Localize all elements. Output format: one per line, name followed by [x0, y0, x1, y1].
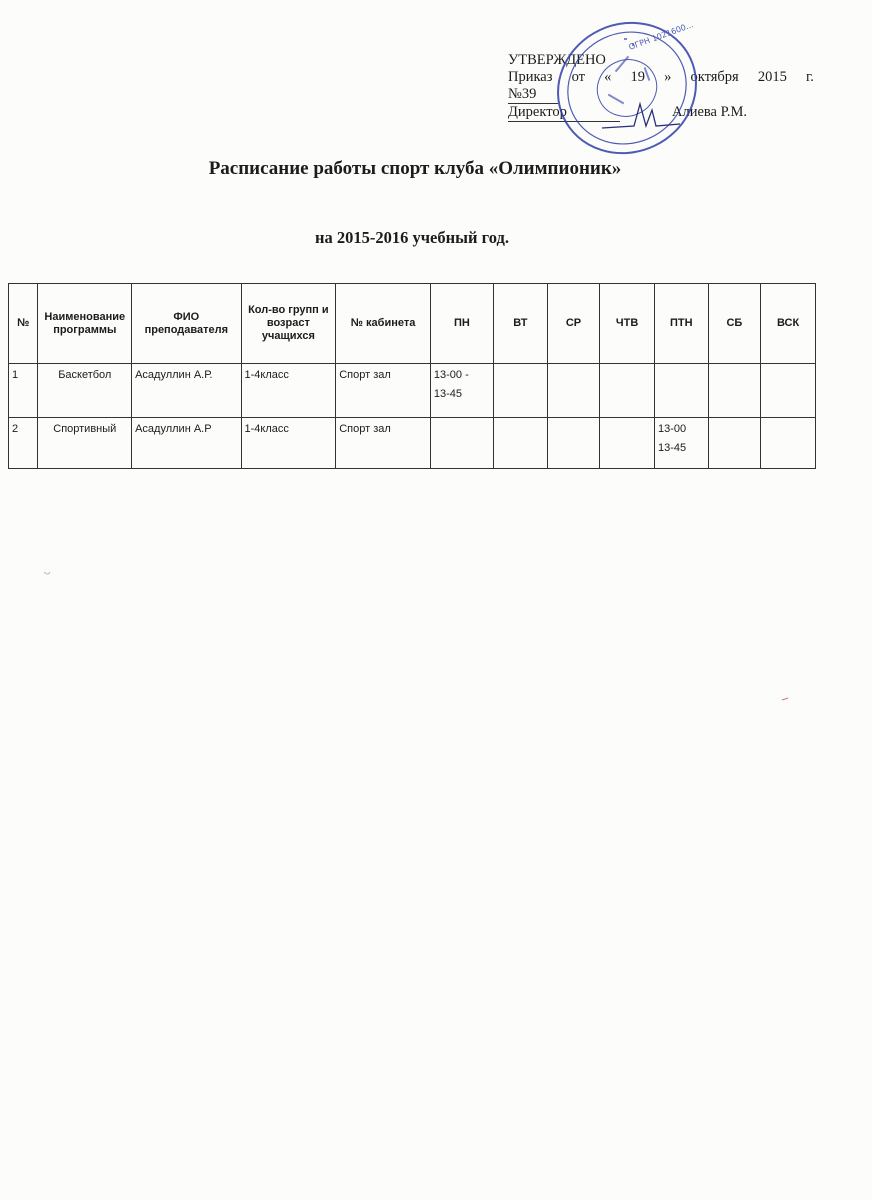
cell-fri-start: 13-00: [657, 423, 687, 435]
order-number: №39: [508, 86, 558, 104]
cell-room: Спорт зал: [336, 418, 431, 469]
cell-mon-end: 13-45: [433, 388, 463, 400]
cell-num: 2: [9, 418, 38, 469]
order-year: 2015: [757, 69, 787, 85]
cell-teacher: Асадуллин А.Р.: [132, 364, 241, 418]
cell-fri-end: 13-45: [657, 442, 687, 454]
order-year-suffix: г.: [805, 69, 814, 85]
header-groups: Кол-во групп и возраст учащихся: [241, 284, 336, 364]
order-day-open: «: [604, 69, 612, 85]
document-subtitle: на 2015-2016 учебный год.: [315, 228, 509, 247]
cell-program: Баскетбол: [38, 364, 132, 418]
cell-groups: 1-4класс: [241, 418, 336, 469]
header-wed: СР: [547, 284, 600, 364]
order-word: Приказ: [508, 69, 553, 85]
document-title: Расписание работы спорт клуба «Олимпионик»: [208, 158, 622, 179]
cell-mon-start: 13-00 -: [433, 369, 469, 381]
cell-room: Спорт зал: [336, 364, 431, 418]
header-room: № кабинета: [336, 284, 431, 364]
director-label: Директор: [508, 104, 620, 122]
header-fri: ПТН: [654, 284, 708, 364]
stamp-text: ОГРН 1021600...: [627, 20, 695, 52]
cell-groups: 1-4класс: [241, 364, 336, 418]
order-day: 19: [630, 69, 646, 85]
cell-num: 1: [9, 364, 38, 418]
header-sat: СБ: [708, 284, 761, 364]
order-day-close: »: [664, 69, 672, 85]
order-from: от: [571, 69, 586, 85]
cell-program: Спортивный: [38, 418, 132, 469]
header-tue: ВТ: [494, 284, 548, 364]
order-month: октября: [690, 69, 739, 85]
header-teacher: ФИО преподавателя: [132, 284, 241, 364]
header-sun: ВСК: [761, 284, 816, 364]
approval-heading: УТВЕРЖДЕНО: [508, 52, 606, 68]
header-num: №: [9, 284, 38, 364]
director-name: Алиева Р.М.: [672, 104, 748, 120]
header-program: Наименование программы: [38, 284, 132, 364]
header-thu: ЧТВ: [600, 284, 655, 364]
cell-teacher: Асадуллин А.Р: [132, 418, 241, 469]
header-mon: ПН: [430, 284, 493, 364]
